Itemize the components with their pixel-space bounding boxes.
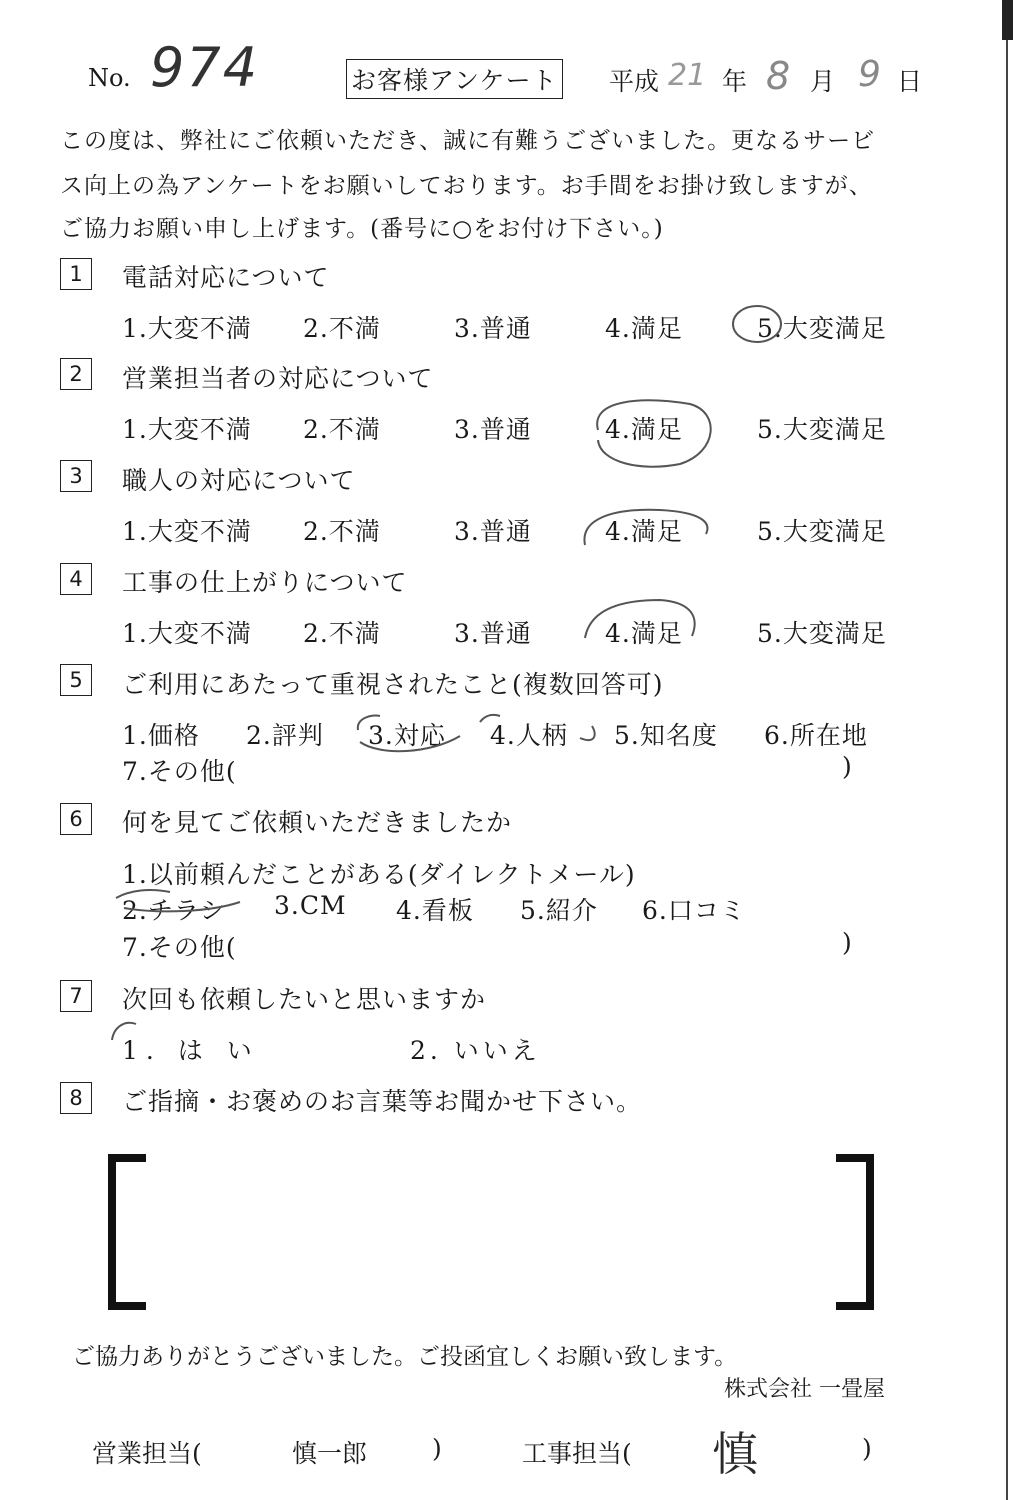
question-5-number: 5: [60, 664, 92, 696]
work-rep-label: 工事担当(: [522, 1439, 632, 1468]
day-value: 9: [858, 54, 881, 95]
q7-option-yes[interactable]: 1. は い: [122, 1036, 260, 1065]
month-label: 月: [810, 67, 836, 96]
q2-option-4[interactable]: 4.満足: [605, 415, 683, 444]
q5-option-3[interactable]: 3.対応: [368, 721, 446, 750]
day-label: 日: [897, 67, 923, 96]
thanks-message: ご協力ありがとうございました。ご投函宜しくお願い致します。: [72, 1344, 738, 1370]
q6-option-other[interactable]: 7.その他(: [122, 933, 237, 962]
question-5-text: ご利用にあたって重視されたこと(複数回答可): [122, 670, 664, 699]
work-rep-name: 慎: [712, 1427, 758, 1481]
q6-option-5[interactable]: 5.紹介: [520, 896, 598, 925]
q5-option-2[interactable]: 2.評判: [246, 721, 324, 750]
q5-other-close: ): [842, 752, 853, 781]
question-4-text: 工事の仕上がりについて: [122, 568, 408, 597]
question-8-number: 8: [60, 1082, 92, 1114]
question-3-text: 職人の対応について: [122, 466, 356, 495]
q3-option-2[interactable]: 2.不満: [303, 517, 381, 546]
q5-option-6[interactable]: 6.所在地: [764, 721, 868, 750]
q4-option-1[interactable]: 1.大変不満: [122, 619, 252, 648]
sales-rep-label: 営業担当(: [92, 1439, 202, 1468]
comment-left-bracket: [112, 1158, 146, 1306]
q2-option-1[interactable]: 1.大変不満: [122, 415, 252, 444]
intro-line-3: ご協力お願い申し上げます。(番号に○をお付け下さい。): [60, 216, 664, 242]
q5-option-4[interactable]: 4.人柄: [490, 721, 568, 750]
q6-option-4[interactable]: 4.看板: [396, 896, 474, 925]
q5-option-5[interactable]: 5.知名度: [614, 721, 718, 750]
number-label: No.: [88, 64, 131, 92]
q4-option-2[interactable]: 2.不満: [303, 619, 381, 648]
q6-option-3[interactable]: 3.CM: [274, 891, 347, 920]
q6-option-2[interactable]: 2.チラシ: [122, 896, 226, 925]
sales-rep-name: 慎一郎: [292, 1439, 368, 1468]
question-6-text: 何を見てご依頼いただきましたか: [122, 808, 513, 837]
number-value: 974: [150, 36, 260, 99]
question-1-number: 1: [60, 258, 92, 290]
q1-option-5[interactable]: 5.大変満足: [757, 314, 887, 343]
q6-other-close: ): [842, 928, 853, 957]
question-1-text: 電話対応について: [122, 263, 330, 292]
year-value: 21: [668, 58, 707, 93]
month-value: 8: [766, 54, 791, 98]
q3-option-3[interactable]: 3.普通: [454, 517, 532, 546]
year-label: 年: [722, 67, 748, 96]
question-8-text: ご指摘・お褒めのお言葉等お聞かせ下さい。: [122, 1087, 643, 1116]
era-label: 平成: [609, 67, 660, 96]
q2-option-3[interactable]: 3.普通: [454, 415, 532, 444]
q6-option-1[interactable]: 1.以前頼んだことがある(ダイレクトメール): [122, 860, 636, 889]
question-7-number: 7: [60, 980, 92, 1012]
question-6-number: 6: [60, 803, 92, 835]
q4-option-3[interactable]: 3.普通: [454, 619, 532, 648]
question-3-number: 3: [60, 460, 92, 492]
q1-option-1[interactable]: 1.大変不満: [122, 314, 252, 343]
q3-option-5[interactable]: 5.大変満足: [757, 517, 887, 546]
q3-option-1[interactable]: 1.大変不満: [122, 517, 252, 546]
q4-option-5[interactable]: 5.大変満足: [757, 619, 887, 648]
q3-option-4[interactable]: 4.満足: [605, 517, 683, 546]
sales-rep-close: ): [432, 1434, 442, 1463]
comment-right-bracket: [836, 1158, 870, 1306]
q5-option-1[interactable]: 1.価格: [122, 721, 200, 750]
q4-option-4[interactable]: 4.満足: [605, 619, 683, 648]
scan-edge: [1002, 0, 1013, 40]
question-2-number: 2: [60, 358, 92, 390]
company-name: 株式会社 一畳屋: [724, 1377, 885, 1402]
question-2-text: 営業担当者の対応について: [122, 364, 434, 393]
q1-option-3[interactable]: 3.普通: [454, 314, 532, 343]
q2-option-2[interactable]: 2.不満: [303, 415, 381, 444]
q5-option-other[interactable]: 7.その他(: [122, 757, 237, 786]
question-7-text: 次回も依頼したいと思いますか: [122, 985, 487, 1014]
intro-line-2: ス向上の為アンケートをお願いしております。お手間をお掛け致しますが、: [60, 173, 873, 199]
q1-option-4[interactable]: 4.満足: [605, 314, 683, 343]
form-title: お客様アンケート: [346, 59, 563, 99]
q2-option-5[interactable]: 5.大変満足: [757, 415, 887, 444]
question-4-number: 4: [60, 563, 92, 595]
comment-area[interactable]: [150, 1160, 834, 1305]
q1-option-2[interactable]: 2.不満: [303, 314, 381, 343]
q7-option-no[interactable]: 2. いいえ: [410, 1036, 541, 1065]
intro-line-1: この度は、弊社にご依頼いただき、誠に有難うございました。更なるサービ: [60, 128, 876, 154]
q6-option-6[interactable]: 6.口コミ: [642, 896, 746, 925]
work-rep-close: ): [862, 1434, 872, 1463]
